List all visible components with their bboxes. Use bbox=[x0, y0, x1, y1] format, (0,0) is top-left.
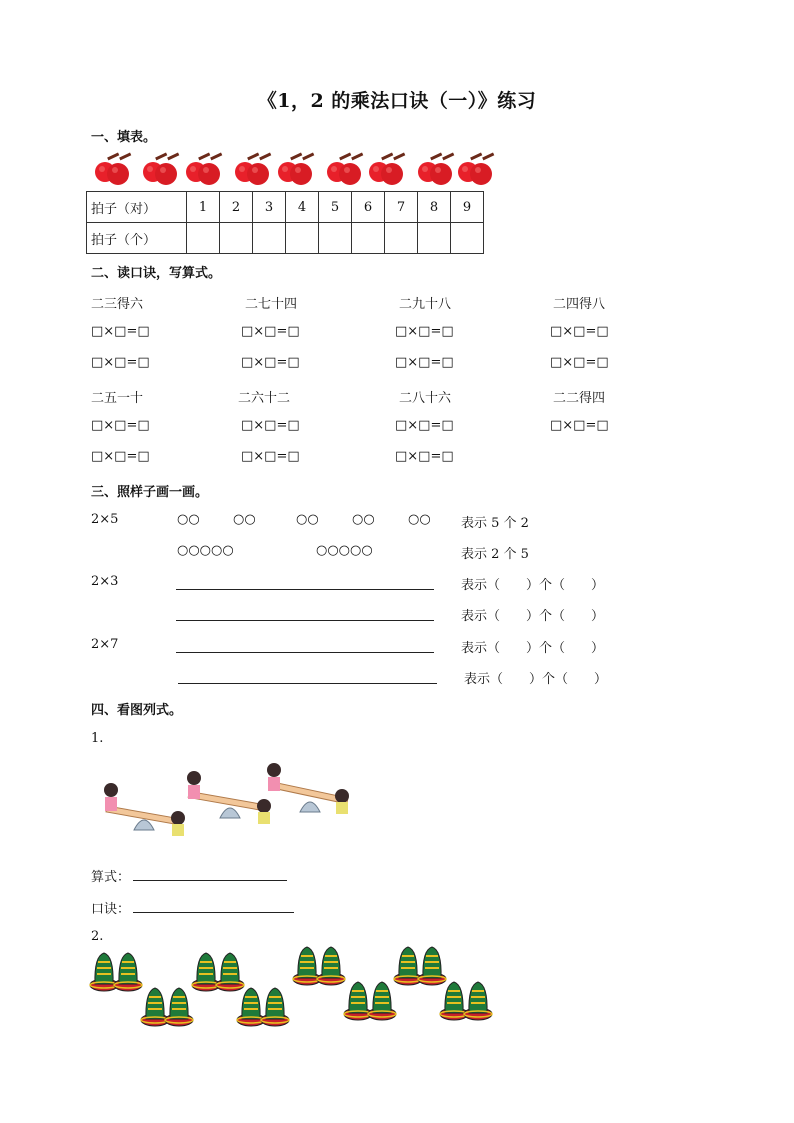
circle-group: ○○○○○ bbox=[316, 543, 373, 558]
table-cell: 7 bbox=[385, 192, 418, 223]
table-cell: 1 bbox=[187, 192, 220, 223]
seesaw-icon bbox=[267, 763, 349, 814]
paddle-pair-icon bbox=[456, 152, 496, 186]
mnemonic: 二二得四 bbox=[553, 391, 606, 406]
mnemonic: 二八十六 bbox=[399, 391, 452, 406]
circle-group: ○○ bbox=[233, 512, 256, 527]
answer-cell[interactable] bbox=[187, 223, 220, 254]
question-number: 1. bbox=[91, 731, 104, 746]
blank-formula[interactable]: □×□=□ bbox=[395, 418, 454, 433]
expression: 2×7 bbox=[91, 637, 119, 652]
example-note: 表示 5 个 2 bbox=[461, 516, 529, 531]
blank-note[interactable]: 表示（ ）个（ ） bbox=[461, 609, 605, 624]
mnemonic: 二六十二 bbox=[238, 391, 291, 406]
blank-formula[interactable]: □×□=□ bbox=[91, 449, 150, 464]
shoe-pair-icon bbox=[140, 983, 194, 1027]
mnemonic: 二三得六 bbox=[91, 297, 144, 312]
table-row bbox=[87, 223, 484, 254]
shoe-pair-icon bbox=[89, 948, 143, 992]
blank-formula[interactable]: □×□=□ bbox=[550, 355, 609, 370]
row-label-pairs: 拍子（对） bbox=[87, 192, 187, 223]
seesaw-icon bbox=[104, 783, 185, 836]
section-3-heading: 三、照样子画一画。 bbox=[91, 485, 209, 500]
blank-formula[interactable]: □×□=□ bbox=[241, 355, 300, 370]
shoe-pair-icon bbox=[236, 983, 290, 1027]
mnemonic: 二五一十 bbox=[91, 391, 144, 406]
blank-formula[interactable]: □×□=□ bbox=[395, 449, 454, 464]
table-cell: 2 bbox=[220, 192, 253, 223]
table-cell: 4 bbox=[286, 192, 319, 223]
mnemonic-label: 口诀： bbox=[91, 902, 131, 917]
mnemonic: 二四得八 bbox=[553, 297, 606, 312]
blank-formula[interactable]: □×□=□ bbox=[91, 324, 150, 339]
paddle-pair-icon bbox=[93, 152, 133, 186]
drawing-line[interactable] bbox=[178, 683, 437, 684]
circle-group: ○○ bbox=[408, 512, 431, 527]
table-row bbox=[87, 192, 484, 223]
blank-formula[interactable]: □×□=□ bbox=[241, 324, 300, 339]
expression: 2×3 bbox=[91, 574, 119, 589]
question-number: 2. bbox=[91, 929, 104, 944]
blank-formula[interactable]: □×□=□ bbox=[550, 418, 609, 433]
formula-label: 算式： bbox=[91, 870, 131, 885]
section-4-heading: 四、看图列式。 bbox=[91, 703, 183, 718]
answer-cell[interactable] bbox=[253, 223, 286, 254]
row-label-count: 拍子（个） bbox=[87, 223, 187, 254]
blank-formula[interactable]: □×□=□ bbox=[241, 418, 300, 433]
mnemonic: 二九十八 bbox=[399, 297, 452, 312]
table-cell: 5 bbox=[319, 192, 352, 223]
mnemonic: 二七十四 bbox=[245, 297, 298, 312]
answer-cell[interactable] bbox=[418, 223, 451, 254]
answer-cell[interactable] bbox=[286, 223, 319, 254]
paddle-pair-icon bbox=[416, 152, 456, 186]
blank-note[interactable]: 表示（ ）个（ ） bbox=[464, 672, 608, 687]
answer-cell[interactable] bbox=[220, 223, 253, 254]
section-2-heading: 二、读口诀，写算式。 bbox=[91, 266, 222, 281]
formula-answer-line[interactable] bbox=[133, 880, 287, 881]
blank-note[interactable]: 表示（ ）个（ ） bbox=[461, 578, 605, 593]
answer-cell[interactable] bbox=[385, 223, 418, 254]
blank-formula[interactable]: □×□=□ bbox=[550, 324, 609, 339]
drawing-line[interactable] bbox=[176, 652, 434, 653]
page-title: 《1，2 的乘法口诀（一）》练习 bbox=[257, 90, 537, 112]
circle-group: ○○ bbox=[177, 512, 200, 527]
example-expression: 2×5 bbox=[91, 512, 119, 527]
blank-formula[interactable]: □×□=□ bbox=[91, 418, 150, 433]
blank-formula[interactable]: □×□=□ bbox=[395, 324, 454, 339]
table-cell: 8 bbox=[418, 192, 451, 223]
shoe-pair-icon bbox=[439, 977, 493, 1021]
seesaw-illustration bbox=[96, 760, 358, 850]
circle-group: ○○○○○ bbox=[177, 543, 234, 558]
blank-formula[interactable]: □×□=□ bbox=[395, 355, 454, 370]
mnemonic-answer-line[interactable] bbox=[133, 912, 294, 913]
answer-cell[interactable] bbox=[451, 223, 484, 254]
paddle-pair-icon bbox=[367, 152, 407, 186]
blank-formula[interactable]: □×□=□ bbox=[241, 449, 300, 464]
table-cell: 3 bbox=[253, 192, 286, 223]
example-note: 表示 2 个 5 bbox=[461, 547, 529, 562]
seesaw-icon bbox=[187, 771, 271, 824]
table-cell: 6 bbox=[352, 192, 385, 223]
paddle-pair-icon bbox=[184, 152, 224, 186]
blank-formula[interactable]: □×□=□ bbox=[91, 355, 150, 370]
fill-in-table bbox=[86, 191, 484, 254]
section-1-heading: 一、填表。 bbox=[91, 130, 157, 145]
circle-group: ○○ bbox=[296, 512, 319, 527]
answer-cell[interactable] bbox=[352, 223, 385, 254]
paddle-pair-icon bbox=[325, 152, 365, 186]
shoe-pair-icon bbox=[343, 977, 397, 1021]
answer-cell[interactable] bbox=[319, 223, 352, 254]
table-cell: 9 bbox=[451, 192, 484, 223]
circle-group: ○○ bbox=[352, 512, 375, 527]
paddle-pair-icon bbox=[141, 152, 181, 186]
drawing-line[interactable] bbox=[176, 620, 434, 621]
drawing-line[interactable] bbox=[176, 589, 434, 590]
blank-note[interactable]: 表示（ ）个（ ） bbox=[461, 641, 605, 656]
shoe-pair-icon bbox=[292, 942, 346, 986]
paddle-pair-icon bbox=[233, 152, 273, 186]
paddle-pair-icon bbox=[276, 152, 316, 186]
